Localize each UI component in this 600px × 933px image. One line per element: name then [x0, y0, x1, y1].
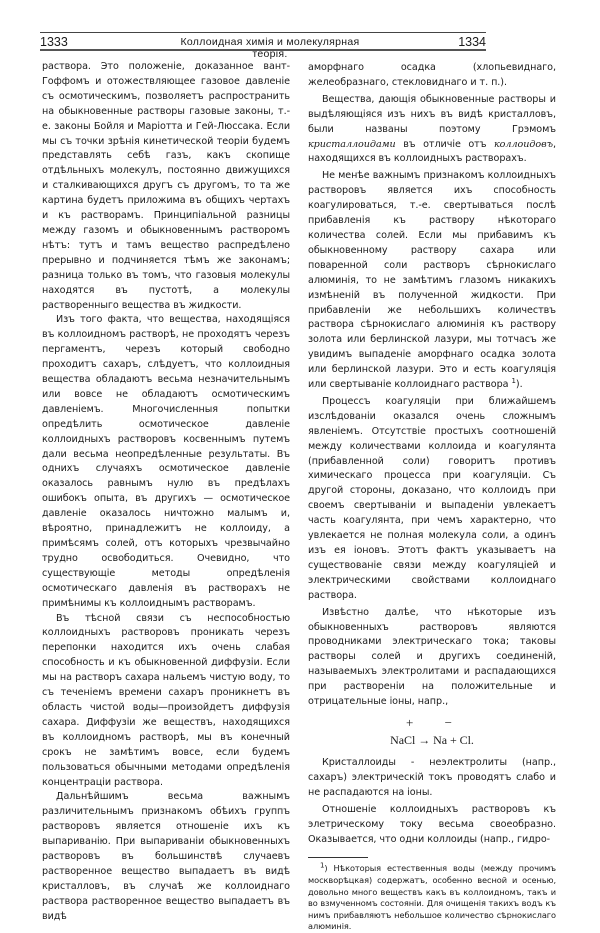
header-top-rule — [40, 32, 486, 33]
text-run: , находящихся въ коллоидныхъ растворахъ. — [308, 138, 556, 165]
ion-charge-signs: + − — [406, 714, 466, 730]
running-title: Коллоидная химія и молекулярная теорія. — [180, 36, 360, 60]
chemical-equation — [308, 716, 556, 754]
paragraph: Отношеніе коллоидныхъ растворовъ къ элетрическому току весьма своеобразно. Оказывается, что одни коллоиды (напр., гидро- — [308, 803, 556, 845]
footnote-divider — [308, 857, 368, 858]
right-column — [308, 61, 556, 933]
footnote-text: ) Нѣкоторыя естественныя воды (между прочимъ москворѣцкая) содержатъ, особенно весной и осенью, довольно много веществъ какъ въ коллоидномъ, такъ и во взмученномъ состояніи. Для очищенія такихъ водъ къ нимъ прибавляютъ небольшое количество сѣрнокислаго алюминія. — [308, 863, 556, 932]
paragraph — [308, 169, 556, 393]
footnote-reference[interactable]: 1 — [511, 376, 516, 385]
footnote — [308, 863, 556, 933]
text-run: въ отличіе отъ — [395, 138, 494, 150]
header-bottom-rule — [40, 49, 486, 51]
term-colloids: коллоидовъ — [493, 138, 553, 150]
paragraph: Изъ того факта, что вещества, находящіяся въ коллоидномъ растворѣ, не проходятъ черезъ пергаментъ, черезъ который свободно проходитъ сахаръ, слѣдуетъ, что коллоидныя вещества обладаютъ весьма незначительнымъ или вовсе не обладаютъ осмотическимъ давленіемъ. Многочисленныя попытки опредѣлить осмотическое давленіе коллоидныхъ растворовъ косвеннымъ путемъ дали весьма неопредѣленные результаты. Въ однихъ случаяхъ осмотическое давленіе оказалось равнымъ нулю въ предѣлахъ ошибокъ опыта, въ другихъ — осмотическое давленіе оказалось ничтожно малымъ и, вѣроятно, принадлежитъ не коллоиду, а примѣсямъ солей, отъ которыхъ чрезвычайно трудно освободиться. Очевидно, что существующіе методы опредѣленія осмотическаго давленія въ растворахъ не примѣнимы къ коллоиднымъ растворамъ. — [42, 314, 290, 609]
equation-text: NaCl → Na + Cl. — [390, 732, 474, 747]
paragraph: аморфнаго осадка (хлопьевиднаго, желеобразнаго, стекловиднаго и т. п.). — [308, 62, 556, 88]
footnote-mark: 1 — [320, 861, 325, 870]
paragraph: Въ тѣсной связи съ неспособностью коллоидныхъ растворовъ проникать черезъ перепонки находится ихъ очень слабая способность и къ обыкновенной диффузіи. Если мы на растворъ сахара нальемъ чистую воду, то съ теченіемъ времени сахаръ проникнетъ въ область чистой воды—произойдетъ диффузія сахара. Диффузіи же веществъ, находящихся въ коллоидномъ растворѣ, мы въ конечный срокъ не замѣтимъ вовсе, если будемъ пользоваться обычными методами опредѣленія концентраціи раствора. — [42, 612, 290, 788]
term-crystalloids: кристаллоидами — [308, 138, 396, 150]
paragraph: Дальнѣйшимъ весьма важнымъ различительнымъ признакомъ обѣихъ группъ растворовъ является отношеніе ихъ къ выпариванію. При выпариваніи обыкновенныхъ растворовъ въ большинствѣ случаевъ растворенное вещество выпадаетъ въ видѣ кристалловъ, въ случаѣ же коллоиднаго раствора растворенное вещество выпадаетъ въ видѣ — [42, 791, 290, 922]
paragraph — [308, 93, 556, 168]
paragraph: Процессъ коагуляціи при ближайшемъ изслѣдованіи оказался очень сложнымъ явленіемъ. Отсутствіе простыхъ соотношеній между количествами коллоида и коагулянта (прибавленной соли) говоритъ противъ химическаго процесса при коагуляціи. Съ другой стороны, доказано, что коллоидъ при своемъ свертываніи и выпаденіи увлекаетъ часть коагулянта, при чемъ характерно, что увлекается не полная молекула соли, а одинъ изъ ея іоновъ. Этотъ фактъ указываетъ на существованіе связи между коагуляціей и электрическими свойствами коллоиднаго раствора. — [308, 395, 556, 601]
paragraph: Извѣстно далѣе, что нѣкоторые изъ обыкновенныхъ растворовъ являются проводниками электрическаго тока; таковы растворы солей и другихъ соединеній, называемыхъ электролитами и распадающихся при раствореніи на положительные и отрицательные іоны, напр., — [308, 606, 556, 708]
left-column — [42, 60, 290, 925]
text-run: Вещества, дающія обыкновенные растворы и выдѣляющіяся изъ нихъ въ видѣ кристалловъ, были названы поэтому Грэмомъ — [308, 93, 556, 135]
text-run: Не менѣе важнымъ признакомъ коллоидныхъ растворовъ является ихъ способность коагулироваться, т.-е. свертываться послѣ прибавленія къ раствору нѣкотораго количества солей. Если мы прибавимъ къ обыкновенному раствору сахара или поваренной соли растворъ сѣрнокислаго алюминія, то не замѣтимъ глазомъ никакихъ измѣненій въ полученной жидкости. При прибавленіи же небольшихъ количествъ раствора сѣрнокислаго алюминія къ раствору золота или берлинской лазури, мы тотчасъ же увидимъ выпаденіе аморфнаго осадка золота или берлинской лазури. Это и есть коагуляція или свертываніе коллоиднаго раствора — [308, 170, 556, 391]
paragraph: Кристаллоиды - неэлектролиты (напр., сахаръ) электрическій токъ проводятъ слабо и не распадаются на іоны. — [308, 756, 556, 798]
page-number-left: 1333 — [40, 35, 68, 49]
paragraph: раствора. Это положеніе, доказанное вант-Гоффомъ и отожествляющее газовое давленіе съ осмотическимъ, позволяетъ распространить на обыкновенные растворы газовые законы, т.-е. законы Бойля и Маріотта и Гей-Люссака. Если мы съ точки зрѣнія кинетической теоріи будемъ представлять себѣ газъ, какъ скопище отдѣльныхъ молекулъ, постоянно движущихся и сталкивающихся другъ съ другомъ, то та же картина будетъ приложима въ общихъ чертахъ и къ растворамъ. Принципіальной разницы между газомъ и обыкновеннымъ растворомъ нѣтъ: тутъ и тамъ вещество распредѣлено прерывно и подчиняется тѣмъ же законамъ; разница только въ томъ, что газовыя молекулы находятся въ пустотѣ, а молекулы растворенныго вещества въ жидкости. — [42, 61, 290, 311]
page-number-right: 1334 — [458, 35, 486, 49]
text-run: ). — [515, 379, 523, 391]
